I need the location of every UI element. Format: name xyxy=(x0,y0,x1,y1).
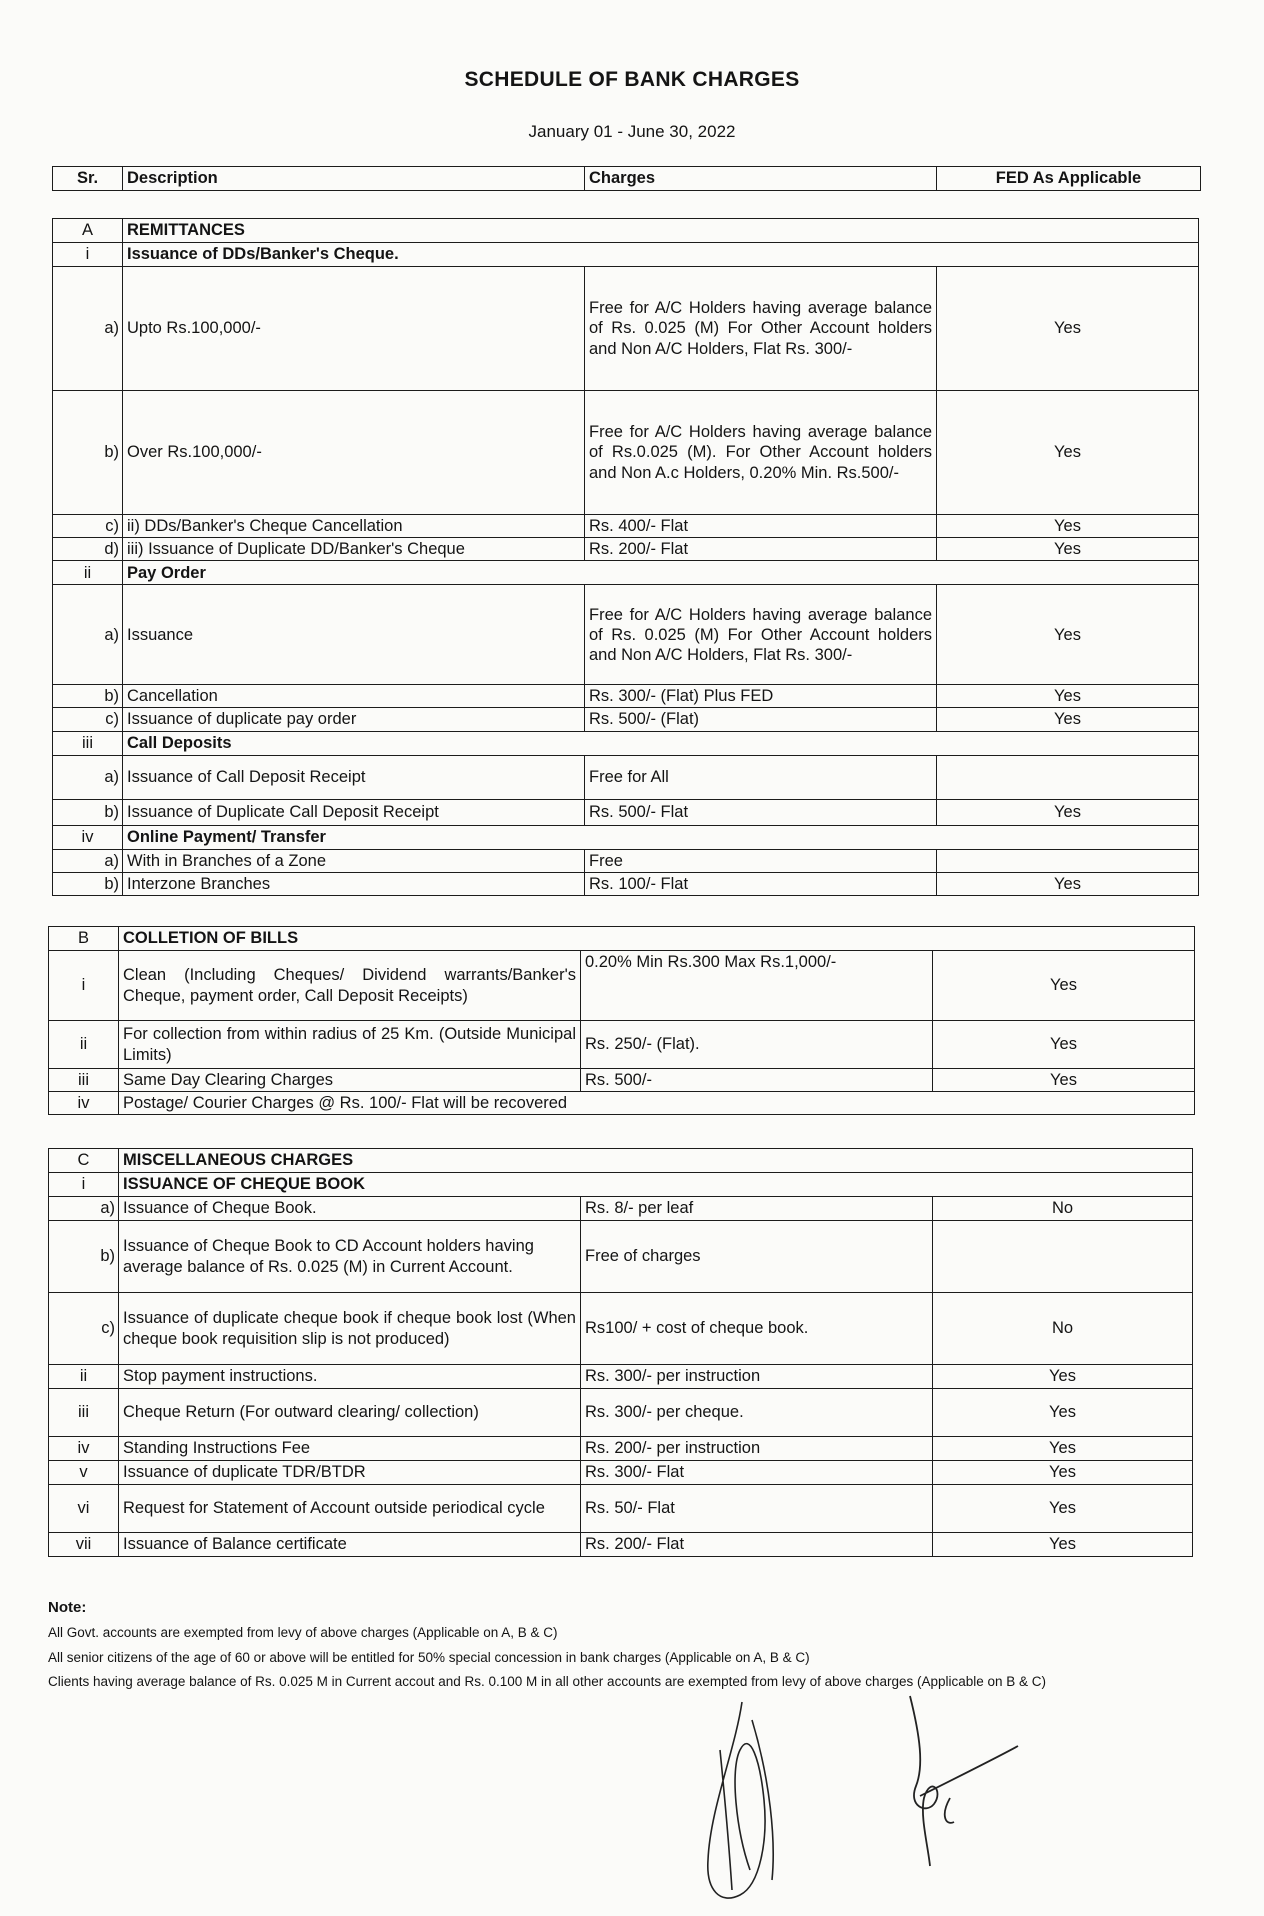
row-fed: No xyxy=(933,1197,1193,1221)
row-charges: Free for All xyxy=(585,755,937,799)
row-fed: Yes xyxy=(937,391,1199,515)
row-sub: b) xyxy=(53,391,123,515)
row-fed: Yes xyxy=(933,1365,1193,1389)
row-fed: Yes xyxy=(933,1021,1195,1069)
row-num: v xyxy=(49,1461,119,1485)
row-num: iv xyxy=(49,1092,119,1115)
table-row xyxy=(49,1197,1193,1221)
row-charges: Rs. 200/- Flat xyxy=(581,1533,933,1557)
row-fed: Yes xyxy=(937,585,1199,685)
table-row xyxy=(49,1021,1195,1069)
header-sr: Sr. xyxy=(53,167,123,191)
notes-label: Note: xyxy=(48,1599,87,1616)
row-charges: Rs100/ + cost of cheque book. xyxy=(581,1293,933,1365)
row-charges: Rs. 250/- (Flat). xyxy=(581,1021,933,1069)
row-description: iii) Issuance of Duplicate DD/Banker's Cheque xyxy=(123,538,585,561)
row-fed: Yes xyxy=(937,267,1199,391)
row-num: iv xyxy=(49,1437,119,1461)
row-fed: Yes xyxy=(933,1533,1193,1557)
row-description: Request for Statement of Account outside periodical cycle xyxy=(119,1485,581,1533)
a-ii-label: Pay Order xyxy=(123,561,1199,585)
row-charges: Rs. 500/- Flat xyxy=(585,799,937,825)
row-charges: Rs. 300/- (Flat) Plus FED xyxy=(585,685,937,708)
row-sub: b) xyxy=(49,1221,119,1293)
row-fed: Yes xyxy=(933,1485,1193,1533)
note-line: All Govt. accounts are exempted from levy of above charges (Applicable on A, B & C) xyxy=(48,1624,558,1640)
row-sub: b) xyxy=(53,872,123,895)
row-fed: Yes xyxy=(937,685,1199,708)
section-a-title: REMITTANCES xyxy=(123,219,1199,243)
section-b-letter: B xyxy=(49,927,119,951)
row-charges: Rs. 300/- Flat xyxy=(581,1461,933,1485)
document-period: January 01 - June 30, 2022 xyxy=(528,122,736,141)
row-charges: Rs. 400/- Flat xyxy=(585,515,937,538)
a-iv-label: Online Payment/ Transfer xyxy=(123,825,1199,849)
a-i-label: Issuance of DDs/Banker's Cheque. xyxy=(123,243,1199,267)
signature-1 xyxy=(680,1690,830,1910)
row-fed: Yes xyxy=(937,799,1199,825)
row-sub: c) xyxy=(53,515,123,538)
row-sub: b) xyxy=(53,799,123,825)
row-description: Issuance of Call Deposit Receipt xyxy=(123,755,585,799)
row-description: Issuance of duplicate cheque book if cheque book lost (When cheque book requisition slip is not produced) xyxy=(119,1293,581,1365)
row-description: Issuance of Cheque Book. xyxy=(119,1197,581,1221)
section-a-letter: A xyxy=(53,219,123,243)
row-description: Over Rs.100,000/- xyxy=(123,391,585,515)
a-iii-num: iii xyxy=(53,731,123,755)
row-description: Cancellation xyxy=(123,685,585,708)
row-charges: Rs. 200/- Flat xyxy=(585,538,937,561)
header-table xyxy=(52,166,1201,191)
row-num: iii xyxy=(49,1389,119,1437)
row-num: vi xyxy=(49,1485,119,1533)
signature-1-stroke xyxy=(708,1702,773,1898)
row-sub: a) xyxy=(53,585,123,685)
row-description: For collection from within radius of 25 Km. (Outside Municipal Limits) xyxy=(119,1021,581,1069)
row-charges: Rs. 100/- Flat xyxy=(585,872,937,895)
row-fed: Yes xyxy=(933,951,1195,1021)
row-description: Clean (Including Cheques/ Dividend warrants/Banker's Cheque, payment order, Call Deposit Receipts) xyxy=(119,951,581,1021)
table-row xyxy=(53,267,1199,391)
row-num: iii xyxy=(49,1069,119,1092)
row-charges: Free for A/C Holders having average balance of Rs. 0.025 (M) For Other Account holders and Non A/C Holders, Flat Rs. 300/- xyxy=(585,267,937,391)
section-a-table xyxy=(52,218,1199,896)
row-charges: Rs. 50/- Flat xyxy=(581,1485,933,1533)
section-b-title: COLLETION OF BILLS xyxy=(119,927,1195,951)
table-row xyxy=(49,1092,1195,1115)
row-description: Issuance xyxy=(123,585,585,685)
a-i-num: i xyxy=(53,243,123,267)
table-row xyxy=(49,1533,1193,1557)
row-charges: Free for A/C Holders having average balance of Rs. 0.025 (M) For Other Account holders and Non A/C Holders, Flat Rs. 300/- xyxy=(585,585,937,685)
a-iv-num: iv xyxy=(53,825,123,849)
note-line: Clients having average balance of Rs. 0.025 M in Current accout and Rs. 0.100 M in all other accounts are exempted from levy of above charges (Applicable on B & C) xyxy=(48,1673,1047,1689)
row-charges: Rs. 300/- per cheque. xyxy=(581,1389,933,1437)
table-row xyxy=(49,1485,1193,1533)
table-row xyxy=(49,1461,1193,1485)
row-charges: Free xyxy=(585,849,937,872)
row-charges: Rs. 8/- per leaf xyxy=(581,1197,933,1221)
row-charges: Rs. 500/- xyxy=(581,1069,933,1092)
table-row xyxy=(53,755,1199,799)
table-row xyxy=(49,951,1195,1021)
row-sub: a) xyxy=(53,849,123,872)
row-description: Same Day Clearing Charges xyxy=(119,1069,581,1092)
table-row xyxy=(49,1365,1193,1389)
row-fed: Yes xyxy=(937,515,1199,538)
header-fed: FED As Applicable xyxy=(937,167,1201,191)
section-b-table xyxy=(48,926,1195,1115)
row-charges: 0.20% Min Rs.300 Max Rs.1,000/- xyxy=(581,951,933,1021)
table-row xyxy=(53,685,1199,708)
row-fed: Yes xyxy=(933,1437,1193,1461)
row-description: Stop payment instructions. xyxy=(119,1365,581,1389)
row-fed xyxy=(937,755,1199,799)
signature-2 xyxy=(890,1686,1040,1876)
table-row xyxy=(49,1221,1193,1293)
table-row xyxy=(53,708,1199,731)
row-num: vii xyxy=(49,1533,119,1557)
row-description: Postage/ Courier Charges @ Rs. 100/- Flat will be recovered xyxy=(119,1092,1195,1115)
table-row xyxy=(49,1389,1193,1437)
row-sub: c) xyxy=(53,708,123,731)
table-row xyxy=(49,1437,1193,1461)
row-fed: Yes xyxy=(933,1389,1193,1437)
row-description: Issuance of Balance certificate xyxy=(119,1533,581,1557)
row-sub: b) xyxy=(53,685,123,708)
row-description: Issuance of Cheque Book to CD Account holders having average balance of Rs. 0.025 (M) in Current Account. xyxy=(119,1221,581,1293)
header-description: Description xyxy=(123,167,585,191)
row-fed: Yes xyxy=(937,708,1199,731)
row-sub: a) xyxy=(53,755,123,799)
row-sub: c) xyxy=(49,1293,119,1365)
note-line: All senior citizens of the age of 60 or above will be entitled for 50% special concession in bank charges (Applicable on A, B & C) xyxy=(48,1650,810,1666)
row-sub: a) xyxy=(49,1197,119,1221)
row-charges: Rs. 300/- per instruction xyxy=(581,1365,933,1389)
row-sub: a) xyxy=(53,267,123,391)
c-i-num: i xyxy=(49,1173,119,1197)
table-row xyxy=(53,515,1199,538)
a-ii-num: ii xyxy=(53,561,123,585)
table-row xyxy=(49,1293,1193,1365)
row-fed: Yes xyxy=(937,538,1199,561)
row-num: i xyxy=(49,951,119,1021)
row-charges: Free of charges xyxy=(581,1221,933,1293)
section-c-title: MISCELLANEOUS CHARGES xyxy=(119,1149,1193,1173)
table-row xyxy=(53,391,1199,515)
table-row xyxy=(53,538,1199,561)
signature-2-stroke xyxy=(910,1696,1018,1866)
row-description: Interzone Branches xyxy=(123,872,585,895)
row-description: Issuance of duplicate TDR/BTDR xyxy=(119,1461,581,1485)
row-charges: Rs. 200/- per instruction xyxy=(581,1437,933,1461)
row-fed xyxy=(933,1221,1193,1293)
c-i-label: ISSUANCE OF CHEQUE BOOK xyxy=(119,1173,1193,1197)
row-description: With in Branches of a Zone xyxy=(123,849,585,872)
section-c-letter: C xyxy=(49,1149,119,1173)
notes xyxy=(48,1598,1198,1690)
row-num: ii xyxy=(49,1021,119,1069)
row-sub: d) xyxy=(53,538,123,561)
row-fed: Yes xyxy=(937,872,1199,895)
row-description: Upto Rs.100,000/- xyxy=(123,267,585,391)
table-row xyxy=(49,1069,1195,1092)
row-fed: No xyxy=(933,1293,1193,1365)
row-description: ii) DDs/Banker's Cheque Cancellation xyxy=(123,515,585,538)
row-num: ii xyxy=(49,1365,119,1389)
row-fed: Yes xyxy=(933,1069,1195,1092)
row-description: Standing Instructions Fee xyxy=(119,1437,581,1461)
document-title: SCHEDULE OF BANK CHARGES xyxy=(464,68,800,91)
a-iii-label: Call Deposits xyxy=(123,731,1199,755)
header-charges: Charges xyxy=(585,167,937,191)
row-fed: Yes xyxy=(933,1461,1193,1485)
row-description: Issuance of Duplicate Call Deposit Receipt xyxy=(123,799,585,825)
row-charges: Free for A/C Holders having average balance of Rs.0.025 (M). For Other Account holders and Non A.c Holders, 0.20% Min. Rs.500/- xyxy=(585,391,937,515)
section-c-table xyxy=(48,1148,1193,1557)
table-row xyxy=(53,849,1199,872)
table-row xyxy=(53,799,1199,825)
row-charges: Rs. 500/- (Flat) xyxy=(585,708,937,731)
table-row xyxy=(53,585,1199,685)
row-description: Issuance of duplicate pay order xyxy=(123,708,585,731)
row-description: Cheque Return (For outward clearing/ collection) xyxy=(119,1389,581,1437)
row-fed xyxy=(937,849,1199,872)
table-row xyxy=(53,872,1199,895)
